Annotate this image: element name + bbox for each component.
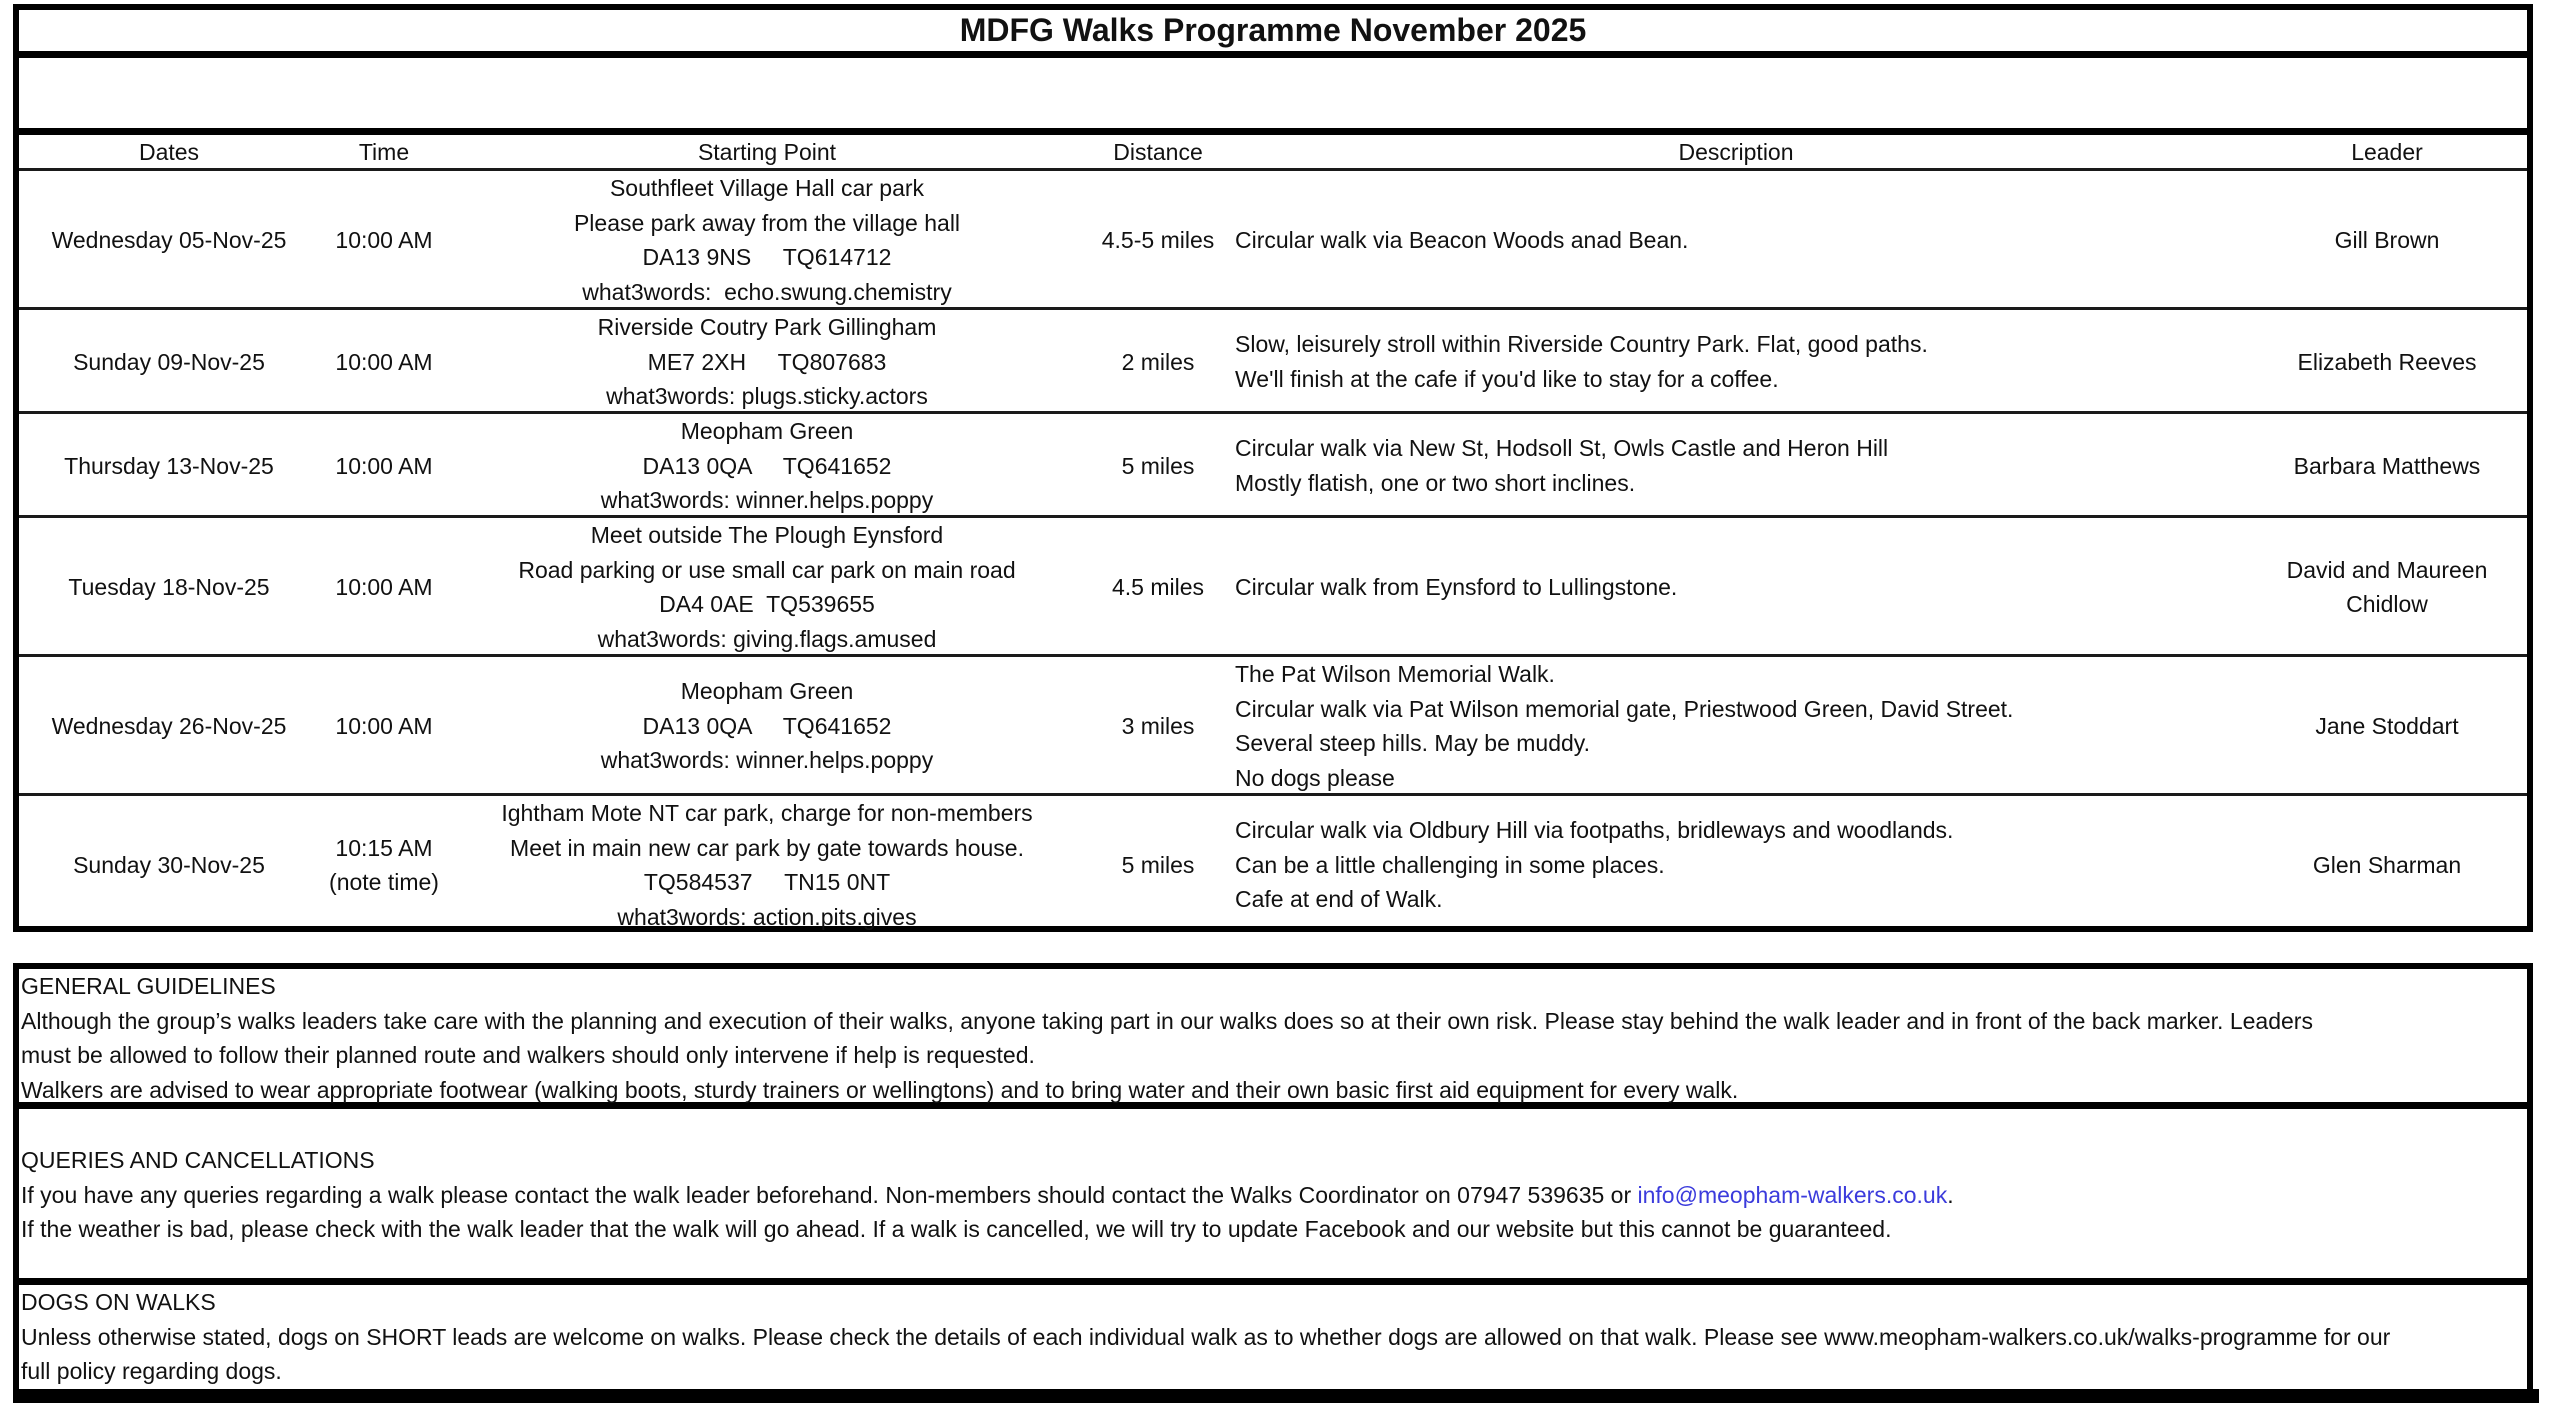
walk-distance — [1085, 414, 1231, 518]
walk-starting-point-line: what3words: action.pits.gives — [617, 903, 917, 930]
programme-title: MDFG Walks Programme November 2025 — [19, 10, 2527, 58]
walk-date-text: Tuesday 18-Nov-25 — [68, 573, 270, 600]
walk-starting-point-line: what3words: winner.helps.poppy — [600, 487, 934, 513]
walk-distance-text: 4.5 miles — [1111, 573, 1205, 600]
walk-time — [319, 310, 449, 414]
walk-date-text: Thursday 13-Nov-25 — [64, 452, 274, 479]
walk-time — [319, 414, 449, 518]
walk-leader — [2241, 171, 2533, 309]
walk-leader — [2241, 657, 2533, 795]
walk-description-line: We'll finish at the cafe if you'd like to stay for a coffee. — [1235, 365, 1779, 392]
queries-cancellations-section — [19, 1109, 2527, 1285]
walk-description-line: Circular walk via New St, Hodsoll St, Owls Castle and Heron Hill — [1235, 435, 1889, 462]
walk-distance-text: 5 miles — [1121, 851, 1195, 878]
walk-time — [319, 796, 449, 934]
general-guidelines-line: Although the group’s walks leaders take care with the planning and execution of their walks, anyone taking part in our walks does so at their own risk. Please stay behind the walk leader and in front of the back marker. Leaders — [21, 1007, 2313, 1034]
header-distance: Distance — [1113, 138, 1203, 165]
walk-starting-point-line: ME7 2XH TQ807683 — [647, 348, 887, 375]
walk-starting-point-line: Meet outside The Plough Eynsford — [590, 522, 944, 548]
header-time: Time — [358, 138, 410, 165]
walk-leader-line: Chidlow — [2346, 591, 2428, 617]
walk-time-line: 10:00 AM — [335, 226, 433, 253]
walk-leader-line: Barbara Matthews — [2293, 452, 2481, 479]
walk-date — [19, 518, 319, 656]
walk-distance-text: 4.5-5 miles — [1101, 226, 1215, 253]
walk-time-line: 10:00 AM — [335, 712, 433, 739]
walk-description — [1231, 414, 2241, 518]
walk-distance — [1085, 796, 1231, 934]
walk-description-line: No dogs please — [1235, 764, 1395, 791]
walk-distance-text: 5 miles — [1121, 452, 1195, 479]
walk-starting-point-line: DA13 0QA TQ641652 — [642, 712, 892, 739]
walk-description-line: The Pat Wilson Memorial Walk. — [1235, 661, 1555, 687]
walk-time-line: 10:00 AM — [335, 348, 433, 375]
walk-starting-point — [449, 657, 1085, 795]
walk-leader — [2241, 414, 2533, 518]
contact-email-link[interactable]: info@meopham-walkers.co.uk — [1637, 1181, 1948, 1208]
table-row — [19, 518, 2527, 657]
walk-time — [319, 171, 449, 309]
info-sections — [13, 963, 2533, 1403]
walk-leader-line: Glen Sharman — [2312, 851, 2462, 878]
walk-starting-point-line: Southfleet Village Hall car park — [609, 175, 925, 201]
header-description: Description — [1678, 138, 1794, 165]
walk-description-line: Circular walk via Beacon Woods anad Bean. — [1235, 226, 1689, 253]
walk-date-text: Sunday 09-Nov-25 — [73, 348, 265, 375]
walk-leader-line: David and Maureen — [2286, 556, 2488, 583]
queries-heading: QUERIES AND CANCELLATIONS — [21, 1147, 375, 1173]
walk-starting-point-line: Meopham Green — [680, 678, 854, 705]
table-row — [19, 310, 2527, 414]
walk-distance — [1085, 518, 1231, 656]
walk-starting-point — [449, 414, 1085, 518]
header-leader: Leader — [2351, 138, 2423, 165]
walk-date-text: Wednesday 05-Nov-25 — [51, 226, 287, 253]
queries-contact-line — [21, 1178, 2527, 1213]
walk-leader-line: Jane Stoddart — [2315, 712, 2459, 739]
walk-time-line: 10:00 AM — [335, 573, 433, 600]
table-row — [19, 796, 2527, 934]
walk-description — [1231, 310, 2241, 414]
walk-time-line: (note time) — [329, 869, 439, 895]
walk-starting-point-line: Meet in main new car park by gate towards house. — [510, 834, 1024, 861]
walk-starting-point-line: Riverside Coutry Park Gillingham — [597, 314, 937, 340]
dogs-policy-line: Unless otherwise stated, dogs on SHORT leads are welcome on walks. Please check the details of each individual walk as to whether dogs are allowed on that walk. Please see www.meopham-walkers.co.uk/walks-programme for our — [21, 1323, 2391, 1350]
walk-starting-point-line: DA13 0QA TQ641652 — [642, 452, 892, 479]
table-header-row — [19, 135, 2527, 171]
walk-description-line: Can be a little challenging in some places. — [1235, 851, 1665, 878]
walk-starting-point — [449, 796, 1085, 934]
walk-starting-point-line: Road parking or use small car park on main road — [518, 556, 1016, 583]
walk-rows — [19, 171, 2527, 934]
walk-date — [19, 414, 319, 518]
walks-programme-table — [13, 4, 2533, 932]
walk-distance — [1085, 310, 1231, 414]
walk-description — [1231, 518, 2241, 656]
dogs-on-walks-section — [19, 1285, 2527, 1403]
walk-leader — [2241, 518, 2533, 656]
walk-description — [1231, 657, 2241, 795]
dogs-heading: DOGS ON WALKS — [21, 1289, 216, 1315]
walk-date — [19, 171, 319, 309]
walk-starting-point-line: Meopham Green — [680, 418, 854, 444]
walk-distance — [1085, 171, 1231, 309]
walk-starting-point-line: DA4 0AE TQ539655 — [659, 591, 875, 617]
table-row — [19, 171, 2527, 310]
walk-leader — [2241, 796, 2533, 934]
walk-starting-point — [449, 171, 1085, 309]
walk-description-line: Slow, leisurely stroll within Riverside Country Park. Flat, good paths. — [1235, 331, 1928, 358]
walk-description — [1231, 171, 2241, 309]
walk-starting-point-line: what3words: giving.flags.amused — [597, 625, 937, 652]
walk-description — [1231, 796, 2241, 934]
walk-description-line: Several steep hills. May be muddy. — [1235, 730, 1590, 756]
walk-time — [319, 657, 449, 795]
walk-description-line: Mostly flatish, one or two short inclines. — [1235, 469, 1636, 496]
walk-description-line: Circular walk from Eynsford to Lullingstone. — [1235, 573, 1678, 600]
walk-starting-point — [449, 310, 1085, 414]
queries-contact-text: If you have any queries regarding a walk please contact the walk leader beforehand. Non-members should contact the Walks Coordinator on 07947 539635 or — [21, 1181, 1638, 1208]
walk-starting-point-line: DA13 9NS TQ614712 — [642, 244, 892, 270]
walk-description-line: Circular walk via Pat Wilson memorial gate, Priestwood Green, David Street. — [1235, 695, 2014, 722]
queries-weather-line: If the weather is bad, please check with the walk leader that the walk will go ahead. If a walk is cancelled, we will try to update Facebook and our website but this cannot be guaranteed. — [21, 1216, 1892, 1242]
walk-time-line: 10:15 AM — [335, 834, 433, 861]
walk-date-text: Wednesday 26-Nov-25 — [51, 712, 287, 739]
walk-time — [319, 518, 449, 656]
walk-description-line: Circular walk via Oldbury Hill via footpaths, bridleways and woodlands. — [1235, 817, 1954, 844]
general-guidelines-line: must be allowed to follow their planned route and walkers should only intervene if help is requested. — [21, 1042, 1035, 1068]
walk-leader-line: Elizabeth Reeves — [2297, 348, 2477, 375]
walk-distance-text: 2 miles — [1121, 348, 1195, 375]
header-starting-point: Starting Point — [697, 138, 837, 165]
general-guidelines-section — [19, 969, 2527, 1109]
walk-starting-point-line: Ightham Mote NT car park, charge for non-members — [501, 800, 1033, 826]
walk-starting-point-line: what3words: plugs.sticky.actors — [606, 383, 928, 409]
general-guidelines-line: Walkers are advised to wear appropriate footwear (walking boots, sturdy trainers or wellingtons) and to bring water and their own basic first aid equipment for every walk. — [21, 1076, 1739, 1103]
queries-contact-suffix: . — [1947, 1181, 1954, 1208]
walk-starting-point — [449, 518, 1085, 656]
walk-starting-point-line: what3words: winner.helps.poppy — [600, 747, 934, 774]
walk-starting-point-line: Please park away from the village hall — [573, 209, 961, 236]
walk-description-line: Cafe at end of Walk. — [1235, 886, 1443, 913]
walk-starting-point-line: what3words: echo.swung.chemistry — [582, 278, 952, 305]
blank-row — [19, 58, 2527, 135]
general-guidelines-heading: GENERAL GUIDELINES — [21, 973, 276, 999]
walk-distance-text: 3 miles — [1121, 712, 1195, 739]
walk-distance — [1085, 657, 1231, 795]
walk-date-text: Sunday 30-Nov-25 — [73, 851, 265, 878]
table-row — [19, 414, 2527, 518]
walk-leader — [2241, 310, 2533, 414]
walk-leader-line: Gill Brown — [2334, 226, 2440, 253]
walk-starting-point-line: TQ584537 TN15 0NT — [643, 869, 891, 895]
walk-date — [19, 310, 319, 414]
walk-time-line: 10:00 AM — [335, 452, 433, 479]
header-dates: Dates — [138, 138, 200, 165]
dogs-policy-line: full policy regarding dogs. — [21, 1358, 282, 1384]
walk-date — [19, 796, 319, 934]
table-row — [19, 657, 2527, 796]
walk-date — [19, 657, 319, 795]
